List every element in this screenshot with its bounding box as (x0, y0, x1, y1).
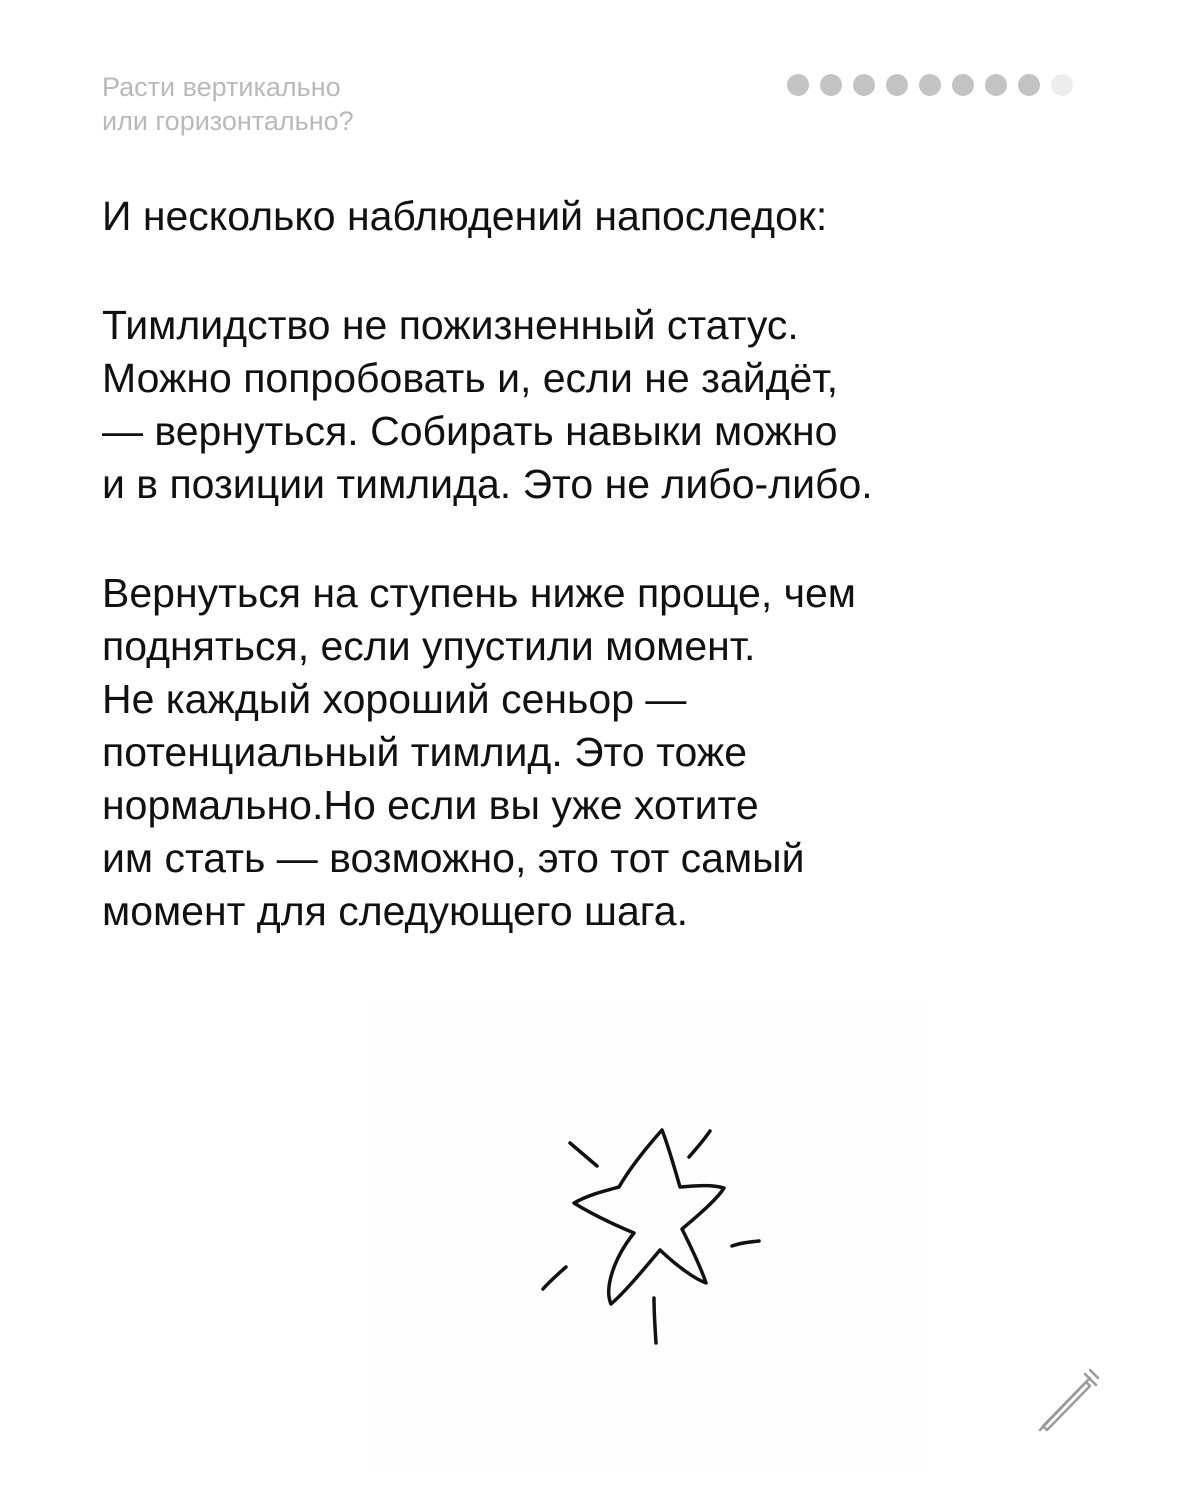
progress-dot (787, 74, 809, 96)
carousel-progress (787, 74, 1073, 96)
header-title (102, 70, 354, 138)
paragraph (102, 567, 1112, 938)
progress-dot (853, 74, 875, 96)
heading-text: И несколько наблюдений напоследок: (102, 193, 828, 239)
paragraph-line: — вернуться. Собирать навыки можно (102, 408, 838, 454)
progress-dot (820, 74, 842, 96)
paragraph-line: и в позиции тимлида. Это не либо-либо. (102, 461, 873, 507)
paragraph (102, 299, 1112, 511)
progress-dot (919, 74, 941, 96)
heading (102, 190, 1112, 243)
paragraph-line: Не каждый хороший сеньор — (102, 676, 687, 722)
paragraph-line: потенциальный тимлид. Это тоже (102, 729, 748, 775)
progress-dot (952, 74, 974, 96)
main-content (102, 190, 1112, 994)
pencil-icon (1030, 1360, 1110, 1440)
header-title-line-1: Расти вертикально (102, 72, 341, 102)
paragraph-line: Можно попробовать и, если не зайдёт, (102, 355, 838, 401)
progress-dot (1018, 74, 1040, 96)
header-title-line-2: или горизонтально? (102, 106, 354, 136)
paragraph-line: подняться, если упустили момент. (102, 623, 756, 669)
star-sketch-icon (368, 1003, 928, 1473)
paragraph-line: Тимлидство не пожизненный статус. (102, 302, 799, 348)
progress-dot (1051, 74, 1073, 96)
paragraph-line: нормально.Но если вы уже хотите (102, 782, 759, 828)
paragraph-line: им стать — возможно, это тот самый (102, 835, 805, 881)
progress-dot (886, 74, 908, 96)
paragraph-line: момент для следующего шага. (102, 888, 688, 934)
progress-dot (985, 74, 1007, 96)
paragraph-line: Вернуться на ступень ниже проще, чем (102, 570, 856, 616)
